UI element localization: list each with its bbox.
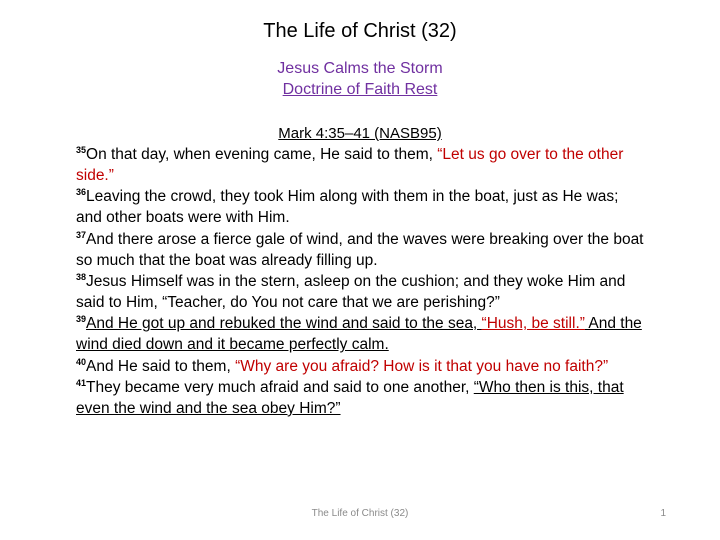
verse — [76, 356, 646, 377]
verse — [76, 186, 646, 228]
verse-text: “Why are you afraid? How is it that you have no faith?” — [235, 357, 609, 375]
verse-text: Leaving the crowd, they took Him along with them in the boat, just as He was; and other boats were with Him. — [76, 188, 619, 227]
footer-text: The Life of Christ (32) — [311, 508, 409, 519]
verse-text: On that day, when evening came, He said to them, — [86, 146, 438, 163]
slide-subtitle: Jesus Calms the Storm — [277, 60, 443, 77]
verse-number: 41 — [76, 377, 87, 388]
verse-number: 37 — [76, 229, 87, 240]
scripture-passage — [76, 144, 646, 419]
verse — [76, 271, 646, 313]
slide-title: The Life of Christ (32) — [263, 20, 457, 42]
verse-text: They became very much afraid and said to one another, — [86, 378, 474, 396]
verse-text: And He got up and rebuked the wind and said to the sea, — [86, 315, 482, 333]
verse-text: And there arose a fierce gale of wind, and the waves were breaking over the boat so much that the boat was already filling up. — [76, 230, 644, 269]
verse-number: 38 — [76, 271, 87, 282]
scripture-reference: Mark 4:35–41 (NASB95) — [278, 125, 442, 142]
verse-text: Jesus Himself was in the stern, asleep on the cushion; and they woke Him and said to Him, “Teacher, do You not care that we are perishing?” — [76, 272, 626, 312]
verse-text: “Hush, be still.” — [481, 315, 585, 333]
verse — [76, 229, 646, 271]
verse-number: 36 — [76, 187, 87, 198]
verse-text: And the wind died down and it became perfectly calm. — [76, 315, 642, 354]
verse — [76, 377, 646, 419]
verse-number: 39 — [76, 314, 87, 325]
verse-text: “Who then is this, that even the wind and the sea obey Him?” — [76, 378, 624, 417]
slide-number: 1 — [660, 508, 666, 519]
verse — [76, 144, 646, 186]
verse — [76, 313, 646, 355]
verse-text: And He said to them, — [86, 357, 236, 375]
verse-text: “Let us go over to the other side.” — [76, 146, 624, 185]
verse-number: 35 — [76, 144, 87, 155]
verse-number: 40 — [76, 356, 87, 367]
doctrine-subtitle: Doctrine of Faith Rest — [282, 81, 438, 98]
